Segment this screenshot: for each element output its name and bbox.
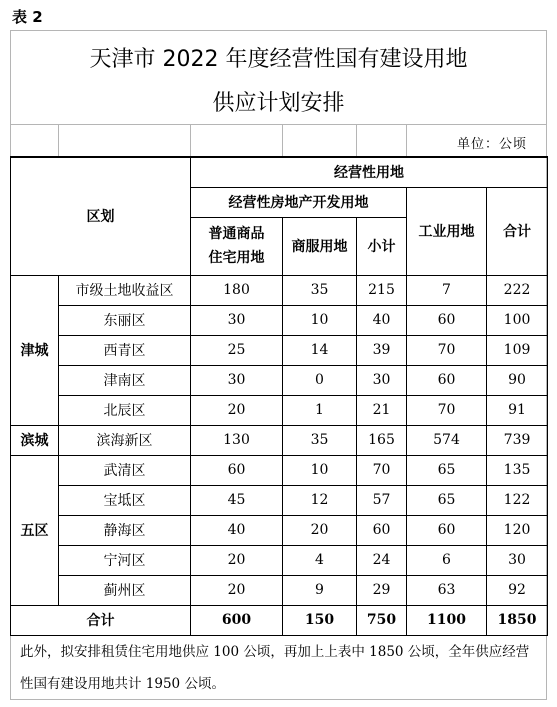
district-name: 宝坻区 <box>59 485 191 515</box>
group-wuqu: 五区 <box>11 455 59 605</box>
cell-commercial: 0 <box>283 365 357 395</box>
title-line-1: 天津市 2022 年度经营性国有建设用地 <box>89 47 468 72</box>
table-row <box>11 425 548 455</box>
cell-total: 109 <box>487 335 548 365</box>
cell-subtotal: 24 <box>357 545 407 575</box>
cell-subtotal: 165 <box>357 425 407 455</box>
unit-row-cell <box>190 125 283 156</box>
unit-label: 单位：公顷 <box>456 137 527 152</box>
land-supply-table <box>10 156 548 636</box>
cell-subtotal: 60 <box>357 515 407 545</box>
cell-industrial: 60 <box>407 365 487 395</box>
cell-industrial: 60 <box>407 515 487 545</box>
unit-row-cell <box>58 125 191 156</box>
table-row <box>11 365 548 395</box>
cell-commercial: 10 <box>283 305 357 335</box>
unit-row-cell <box>282 125 357 156</box>
table-row <box>11 545 548 575</box>
total-commercial: 150 <box>283 605 357 635</box>
cell-commercial: 12 <box>283 485 357 515</box>
footnote: 此外，拟安排租赁住宅用地供应 100 公顷，再加上上表中 1850 公顷，全年供应经营性国有建设用地共计 1950 公顷。 <box>20 644 530 692</box>
cell-commercial: 14 <box>283 335 357 365</box>
cell-total: 739 <box>487 425 548 455</box>
table-row <box>11 515 548 545</box>
cell-industrial: 6 <box>407 545 487 575</box>
table-row <box>11 275 548 305</box>
header-subtotal: 小计 <box>357 217 407 275</box>
header-residential-line-1: 普通商品 <box>208 226 265 242</box>
unit-row-cell <box>356 125 407 156</box>
cell-industrial: 70 <box>407 335 487 365</box>
cell-commercial: 10 <box>283 455 357 485</box>
cell-total: 222 <box>487 275 548 305</box>
cell-total: 135 <box>487 455 548 485</box>
unit-row-cell <box>10 125 59 156</box>
header-region: 区划 <box>11 157 191 275</box>
table-row <box>11 485 548 515</box>
cell-commercial: 35 <box>283 425 357 455</box>
table-label: 表 2 <box>12 8 43 26</box>
cell-subtotal: 21 <box>357 395 407 425</box>
table-row <box>11 335 548 365</box>
cell-subtotal: 40 <box>357 305 407 335</box>
cell-residential: 130 <box>191 425 283 455</box>
group-binhai: 滨城 <box>11 425 59 455</box>
cell-industrial: 70 <box>407 395 487 425</box>
cell-commercial: 35 <box>283 275 357 305</box>
table-row <box>11 455 548 485</box>
district-name: 静海区 <box>59 515 191 545</box>
total-total: 1850 <box>487 605 548 635</box>
cell-total: 90 <box>487 365 548 395</box>
cell-residential: 20 <box>191 575 283 605</box>
cell-total: 30 <box>487 545 548 575</box>
cell-residential: 30 <box>191 305 283 335</box>
table-row <box>11 395 548 425</box>
cell-residential: 25 <box>191 335 283 365</box>
cell-industrial: 63 <box>407 575 487 605</box>
cell-commercial: 9 <box>283 575 357 605</box>
cell-commercial: 4 <box>283 545 357 575</box>
cell-industrial: 7 <box>407 275 487 305</box>
header-business-land: 经营性用地 <box>191 157 548 187</box>
cell-residential: 20 <box>191 545 283 575</box>
cell-subtotal: 57 <box>357 485 407 515</box>
district-name: 武清区 <box>59 455 191 485</box>
cell-subtotal: 39 <box>357 335 407 365</box>
cell-residential: 40 <box>191 515 283 545</box>
total-residential: 600 <box>191 605 283 635</box>
district-name: 市级土地收益区 <box>59 275 191 305</box>
cell-total: 100 <box>487 305 548 335</box>
header-residential <box>191 217 283 275</box>
cell-total: 92 <box>487 575 548 605</box>
title-line-2: 供应计划安排 <box>212 91 345 116</box>
district-name: 北辰区 <box>59 395 191 425</box>
district-name: 滨海新区 <box>59 425 191 455</box>
total-subtotal: 750 <box>357 605 407 635</box>
cell-industrial: 65 <box>407 455 487 485</box>
table-row <box>11 305 548 335</box>
district-name: 蓟州区 <box>59 575 191 605</box>
cell-residential: 60 <box>191 455 283 485</box>
header-commercial: 商服用地 <box>283 217 357 275</box>
cell-subtotal: 30 <box>357 365 407 395</box>
header-industrial: 工业用地 <box>407 187 487 275</box>
cell-residential: 45 <box>191 485 283 515</box>
header-real-estate: 经营性房地产开发用地 <box>191 187 407 217</box>
cell-commercial: 1 <box>283 395 357 425</box>
cell-subtotal: 70 <box>357 455 407 485</box>
cell-subtotal: 29 <box>357 575 407 605</box>
cell-total: 120 <box>487 515 548 545</box>
total-industrial: 1100 <box>407 605 487 635</box>
cell-residential: 180 <box>191 275 283 305</box>
group-jincheng: 津城 <box>11 275 59 425</box>
cell-subtotal: 215 <box>357 275 407 305</box>
table-row <box>11 575 548 605</box>
district-name: 西青区 <box>59 335 191 365</box>
cell-total: 91 <box>487 395 548 425</box>
cell-residential: 20 <box>191 395 283 425</box>
cell-industrial: 60 <box>407 305 487 335</box>
header-residential-line-2: 住宅用地 <box>208 250 265 266</box>
cell-residential: 30 <box>191 365 283 395</box>
cell-industrial: 65 <box>407 485 487 515</box>
district-name: 东丽区 <box>59 305 191 335</box>
cell-commercial: 20 <box>283 515 357 545</box>
district-name: 宁河区 <box>59 545 191 575</box>
header-total: 合计 <box>487 187 548 275</box>
district-name: 津南区 <box>59 365 191 395</box>
totals-label: 合计 <box>11 605 191 635</box>
cell-total: 122 <box>487 485 548 515</box>
cell-industrial: 574 <box>407 425 487 455</box>
